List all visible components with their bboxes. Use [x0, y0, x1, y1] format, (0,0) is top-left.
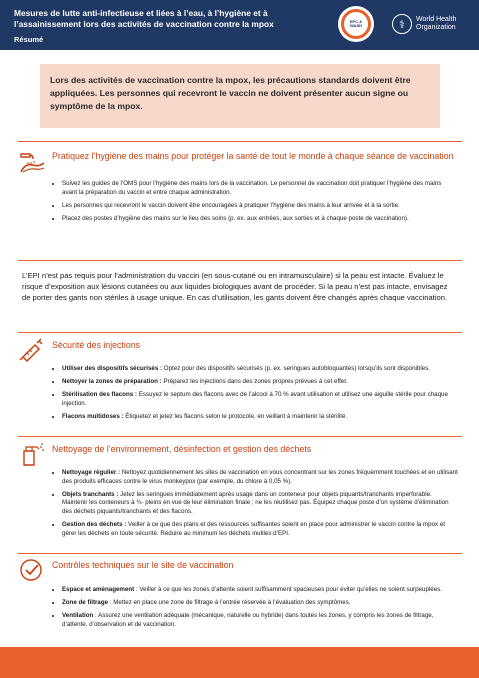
- injection-safety-title: Sécurité des injections: [52, 340, 141, 350]
- list-item: • Stérilisation des flacons : Essuyez le septum des flacons avec de l’alcool à 70 % avant utilisation et utilisez une aiguille stérile pour chaque injection.: [62, 391, 458, 408]
- divider: [18, 260, 462, 261]
- list-item: • Espace et aménagement : Veiller à ce que les zones d’attente soient suffisamment spacieuses pour éviter qu’elles ne soient surpeuplées.: [62, 586, 458, 595]
- engineering-controls-section: [18, 557, 458, 634]
- engineering-controls-title: Contrôles techniques sur le site de vaccination: [52, 560, 234, 570]
- hand-hygiene-title: Pratiquez l’hygiène des mains pour protéger la santé de tout le monde à chaque séance de vaccination: [52, 151, 454, 161]
- document-subtitle: Résumé: [14, 35, 44, 44]
- who-logo: [392, 14, 456, 34]
- who-name-line1: World Health: [416, 16, 457, 23]
- cleaning-section: [18, 441, 458, 543]
- footer-band: [0, 647, 479, 678]
- list-item: • Zone de filtrage : Mettez en place une zone de filtrage à l’entrée réservée à l’évaluation des symptômes.: [62, 599, 458, 608]
- header-banner: [0, 0, 479, 50]
- list-item: • Utiliser des dispositifs sécurisés : Optez pour des dispositifs sécurisés (p. ex. seringues autobloquantes) lorsqu’ils sont disponibles.: [62, 365, 458, 374]
- list-item: • Suivez les guides de l’OMS pour l’hygiène des mains lors de la vaccination. Le personnel de vaccination doit pratiquer l’hygiène des mains avant la préparation du vaccin et entre chaque administration.: [62, 180, 458, 197]
- ipc-wash-badge-logo: [338, 6, 374, 42]
- cleaning-spray-icon: [18, 441, 46, 467]
- list-item: • Placez des postes d’hygiène des mains sur le lieu des soins (p. ex. aux entrées, aux sorties et à chaque poste de vaccination).: [62, 215, 458, 224]
- divider: [18, 332, 462, 333]
- cleaning-title: Nettoyage de l’environnement, désinfection et gestion des déchets: [52, 444, 312, 454]
- intro-callout: Lors des activités de vaccination contre la mpox, les précautions standards doivent être appliquées. Les personnes qui recevront le vaccin ne doivent présenter aucun signe ou symptôme de la mpox.: [40, 64, 440, 128]
- ipc-wash-badge-text: EPC & WASH: [341, 9, 371, 39]
- handwashing-icon: [18, 148, 46, 174]
- list-item: • Ventilation : Assurez une ventilation adéquate (mécanique, naturelle ou hybride) dans toutes les zones, y compris les zones de filtrage, d’attente, d’observation et de vaccination.: [62, 612, 458, 629]
- list-item: • Flacons multidoses : Étiquetez et jetez les flacons selon le protocole, en veillant à maintenir la stérilité.: [62, 413, 458, 422]
- document-title: Mesures de lutte anti-infectieuse et liées à l’eau, à l’hygiène et à l’assainissement lors des activités de vaccination contre la mpox: [14, 8, 274, 29]
- list-item: • Nettoyer la zones de préparation : Préparez les injections dans des zones propres prévues à cet effet.: [62, 378, 458, 387]
- hand-hygiene-section: [18, 148, 458, 228]
- engineering-controls-list: [18, 586, 458, 629]
- list-item: • Gestion des déchets : Veiller à ce que des plans et des ressources suffisantes soient en place pour administrer le vaccin contre la mpox et gérer les déchets en toute sécurité. Réduire au minimum les déchets inutiles d’EPI.: [62, 521, 458, 538]
- divider: [18, 141, 462, 142]
- checkmark-icon: [18, 557, 46, 583]
- hand-hygiene-list: [18, 180, 458, 223]
- who-name-line2: Organization: [416, 24, 456, 31]
- list-item: • Nettoyage régulier : Nettoyez quotidiennement les sites de vaccination en vous concentrant sur les zones fréquemment touchées et en utilisant des produits efficaces contre le virus monkeypox (par exemple, du chlore à 0,05 %).: [62, 469, 458, 486]
- list-item: • Les personnes qui recevront le vaccin doivent être encouragées à pratiquer l’hygiène des mains à leur arrivée et à la sortie.: [62, 202, 458, 211]
- ppe-paragraph: L’EPI n’est pas requis pour l’administration du vaccin (en sous-cutané ou en intramusculaire) si la peau est intacte. Évaluez le risque d’exposition aux lésions cutanées ou aux liquides biologiques avant de procéder. Si la peau n’est pas intacte, envisagez de porter des gants non stériles à usage unique. En cas d’utilisation, les gants doivent être changés après chaque vaccination.: [22, 271, 448, 303]
- injection-safety-list: [18, 365, 458, 421]
- injection-safety-section: [18, 337, 458, 426]
- syringe-icon: [18, 337, 46, 363]
- cleaning-list: [18, 469, 458, 538]
- list-item: • Objets tranchants : Jetez les seringues immédiatement après usage dans un conteneur pour objets piquants/tranchants imperforable. Maintenir les conteneurs à ¾- pleins en vue de leur élimination finale ; ne les réutilisez pas. Équipez chaque poste d’un système d’élimination des déchets piquants/tranchants et des flacons.: [62, 491, 458, 517]
- who-emblem-icon: ⚕: [392, 14, 412, 34]
- divider: [18, 436, 462, 437]
- divider: [18, 553, 462, 554]
